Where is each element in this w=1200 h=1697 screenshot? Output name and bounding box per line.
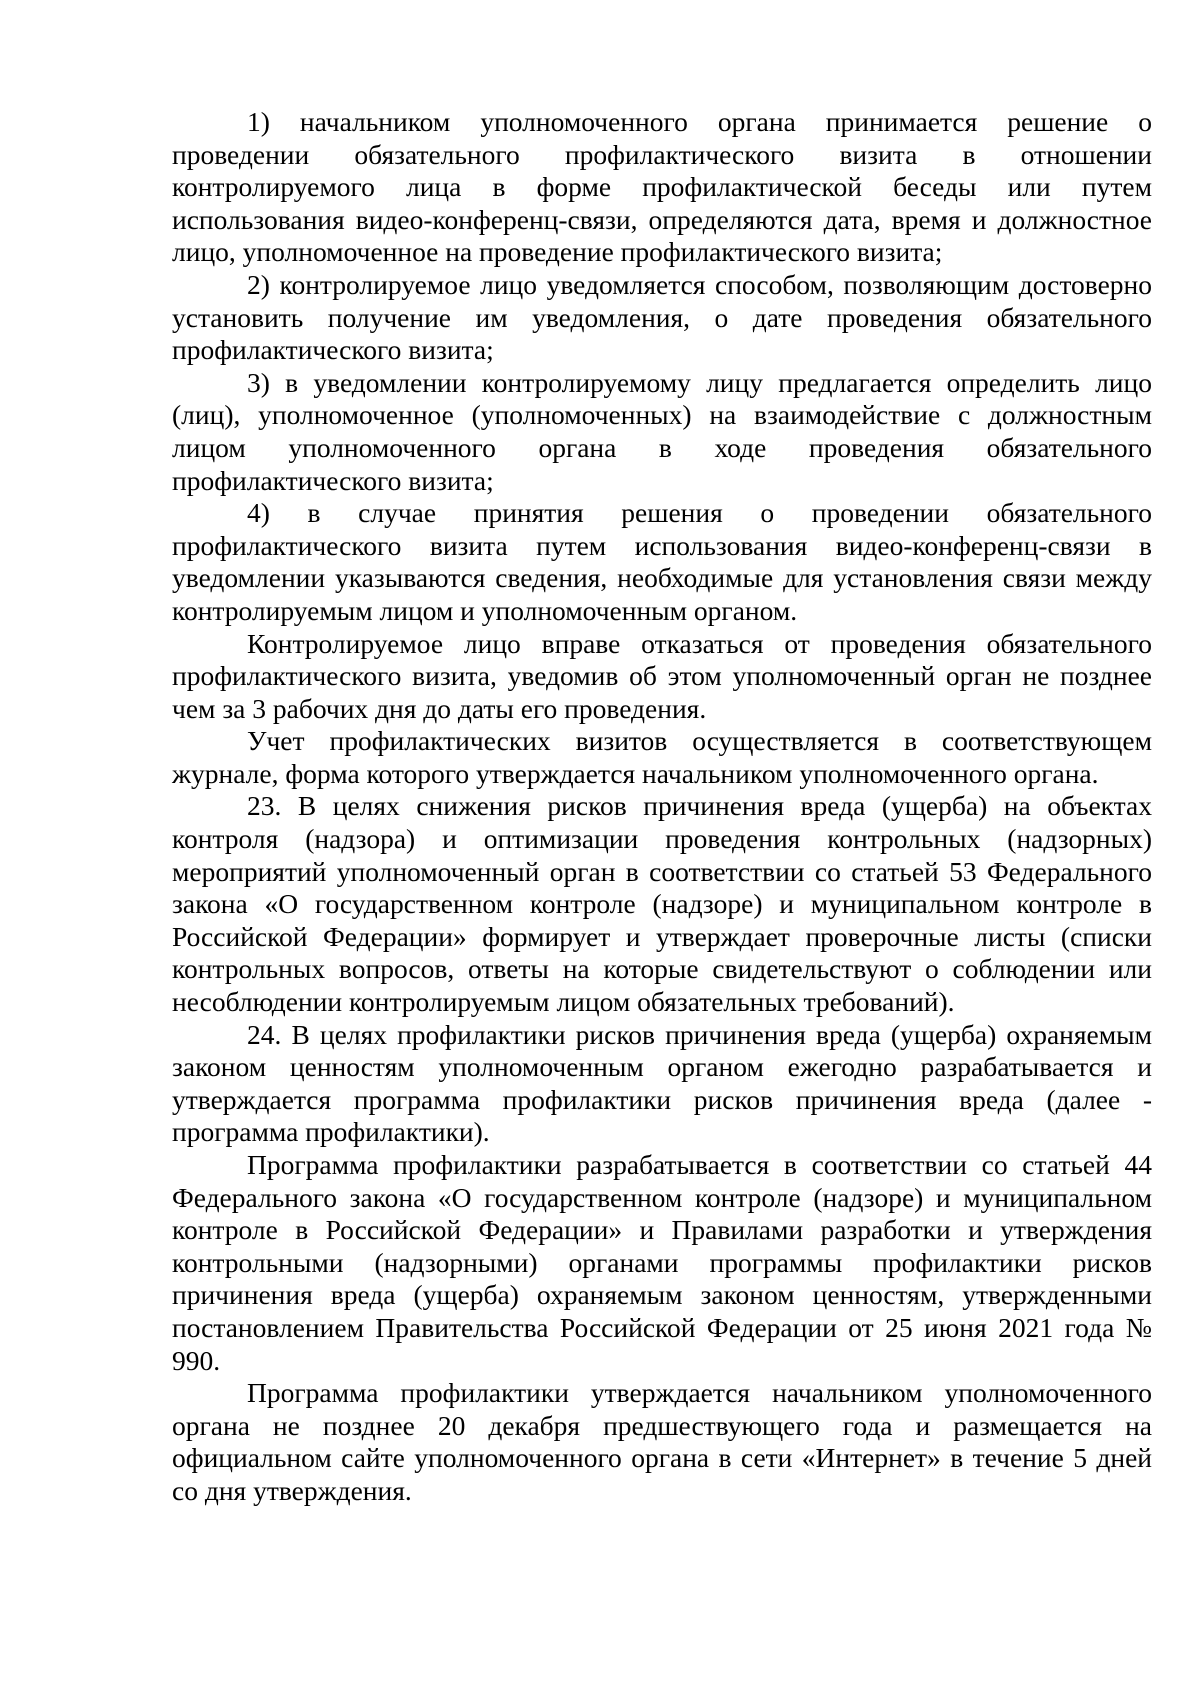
paragraph-program-development: Программа профилактики разрабатывается в соответствии со статьей 44 Федерального закона «О государственном контроле (надзоре) и муниципальном контроле в Российской Федерации» и Правилами разработки и утверждения контрольными (надзорными) органами программы профилактики рисков причинения вреда (ущерба) охраняемым законом ценностям, утвержденными постановлением Правительства Российской Федерации от 25 июня 2021 года № 990. [172, 1149, 1152, 1376]
paragraph-item-4: 4) в случае принятия решения о проведении обязательного профилактического визита путем использования видео-конференц-связи в уведомлении указываются сведения, необходимые для установления связи между контролируемым лицом и уполномоченным органом. [172, 497, 1152, 626]
paragraph-item-2: 2) контролируемое лицо уведомляется способом, позволяющим достоверно установить получение им уведомления, о дате проведения обязательного профилактического визита; [172, 268, 1152, 366]
document-page [172, 106, 1152, 1508]
paragraph-visit-log: Учет профилактических визитов осуществляется в соответствующем журнале, форма которого утверждается начальником уполномоченного органа. [172, 725, 1152, 789]
paragraph-section-23: 23. В целях снижения рисков причинения вреда (ущерба) на объектах контроля (надзора) и оптимизации проведения контрольных (надзорных) мероприятий уполномоченный орган в соответствии со статьей 53 Федерального закона «О государственном контроле (надзоре) и муниципальном контроле в Российской Федерации» формирует и утверждает проверочные листы (списки контрольных вопросов, ответы на которые свидетельствуют о соблюдении или несоблюдении контролируемым лицом обязательных требований). [172, 790, 1152, 1018]
paragraph-section-24: 24. В целях профилактики рисков причинения вреда (ущерба) охраняемым законом ценностям уполномоченным органом ежегодно разрабатывается и утверждается программа профилактики рисков причинения вреда (далее - программа профилактики). [172, 1018, 1152, 1148]
paragraph-item-3: 3) в уведомлении контролируемому лицу предлагается определить лицо (лиц), уполномоченное (уполномоченных) на взаимодействие с должностным лицом уполномоченного органа в ходе проведения обязательного профилактического визита; [172, 366, 1152, 496]
paragraph-program-approval: Программа профилактики утверждается начальником уполномоченного органа не позднее 20 декабря предшествующего года и размещается на официальном сайте уполномоченного органа в сети «Интернет» в течение 5 дней со дня утверждения. [172, 1377, 1152, 1506]
paragraph-refusal: Контролируемое лицо вправе отказаться от проведения обязательного профилактического визита, уведомив об этом уполномоченный орган не позднее чем за 3 рабочих дня до даты его проведения. [172, 627, 1152, 724]
paragraph-item-1: 1) начальником уполномоченного органа принимается решение о проведении обязательного профилактического визита в отношении контролируемого лица в форме профилактической беседы или путем использования видео-конференц-связи, определяются дата, время и должностное лицо, уполномоченное на проведение профилактического визита; [172, 106, 1152, 268]
